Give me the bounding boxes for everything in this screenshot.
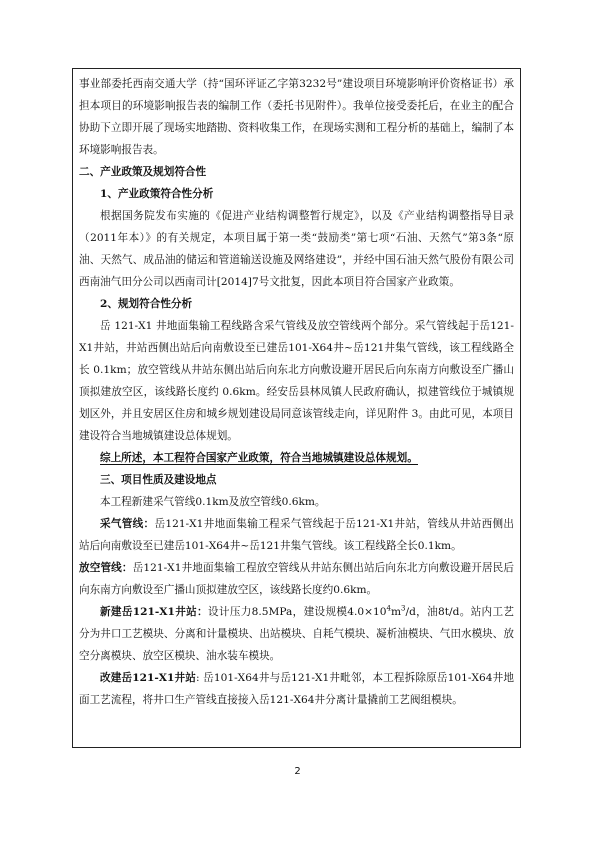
vent-line-paragraph: [79, 557, 514, 601]
new-station-text-c: /d，油8t/d。站内工艺分为井口工艺模块、分离和计量模块、出站模块、自耗气模块、凝析油模块、气田水模块、放空分离模块、放空区模块、油水装车模块。: [79, 606, 514, 662]
vent-line-text: 岳121-X1井地面集输工程放空管线从井站东侧出站后向东北方向敷设避开居民后向东南方向敷设至广播山顶拟建放空区，该线路长度约0.6km。: [79, 562, 514, 596]
rebuild-station-text: : 岳101-X64井与岳121-X1井毗邻，本工程拆除原岳101-X64井地面工艺流程，将井口生产管线直接接入岳121-X64井分离计量撬前工艺阀组模块。: [79, 672, 514, 706]
new-station-paragraph: [79, 601, 514, 667]
gathering-line-label: 采气管线：: [100, 518, 155, 530]
gathering-line-paragraph: [79, 513, 514, 557]
subheading-policy: 1、产业政策符合性分析: [100, 188, 214, 200]
page-number: 2: [294, 766, 301, 777]
summary-text: 综上所述，本工程符合国家产业政策，符合当地城镇建设总体规划。: [100, 452, 418, 464]
scope-paragraph: 本工程新建采气管线0.1km及放空管线0.6km。: [100, 496, 326, 508]
new-station-label: 新建岳121-X1井站：: [100, 606, 208, 618]
document-body: [79, 73, 514, 711]
new-station-text-b: m: [390, 606, 402, 618]
rebuild-station-label: 改建岳121-X1井站: [100, 672, 197, 684]
new-station-text-a: 设计压力8.5MPa，建设规模4.0×10: [207, 606, 387, 618]
section-heading-2: 二、产业政策及规划符合性: [79, 166, 207, 178]
summary-line: [79, 447, 514, 469]
subheading-planning: 2、规划符合性分析: [100, 298, 193, 310]
new-station-sup2: 3: [401, 604, 406, 613]
section-heading-3: 三、项目性质及建设地点: [100, 474, 217, 486]
content-frame: [72, 68, 521, 748]
rebuild-station-paragraph: [79, 667, 514, 711]
gathering-line-text: 岳121-X1井地面集输工程采气管线起于岳121-X1井站，管线从井站西侧出站后向南敷设至已建岳101-X64井~岳121井集气管线。该工程线路全长0.1km。: [79, 518, 515, 552]
vent-line-label: 放空管线：: [79, 562, 133, 574]
intro-paragraph: 事业部委托西南交通大学（持“国环评证乙字第3232号”建设项目环境影响评价资格证书）承担本项目的环境影响报告表的编制工作（委托书见附件）。我单位接受委托后，在业主的配合协助下立即开展了现场实地踏勘、资料收集工作，在现场实测和工程分析的基础上，编制了本环境影响报告表。: [79, 78, 514, 156]
planning-paragraph: 岳 121-X1 井地面集输工程线路含采气管线及放空管线两个部分。采气管线起于岳121-X1井站，井站西侧出站后向南敷设至已建岳101-X64井~岳121井集气管线，该工程线路全长 0.1km；放空管线从井站东侧出站后向东北方向敷设避开居民后向东南方向敷设至广播山顶拟建放空区，该线路长度约 0.6km。经安岳县林凤镇人民政府确认，拟建管线位于城镇规划区外，并且安居区住房和城乡规划建设局同意该管线走向，详见附件 3。由此可见，本项目建设符合当地城镇建设总体规划。: [79, 320, 514, 442]
policy-paragraph: 根据国务院发布实施的《促进产业结构调整暂行规定》，以及《产业结构调整指导目录（2011年本）》的有关规定，本项目属于第一类“鼓励类”第七项“石油、天然气”第3条“原油、天然气、成品油的储运和管道输送设施及网络建设”，并经中国石油天然气股份有限公司西南油气田分公司以西南司计[2014]7号文批复，因此本项目符合国家产业政策。: [79, 210, 514, 288]
new-station-sup: 4: [386, 604, 391, 613]
